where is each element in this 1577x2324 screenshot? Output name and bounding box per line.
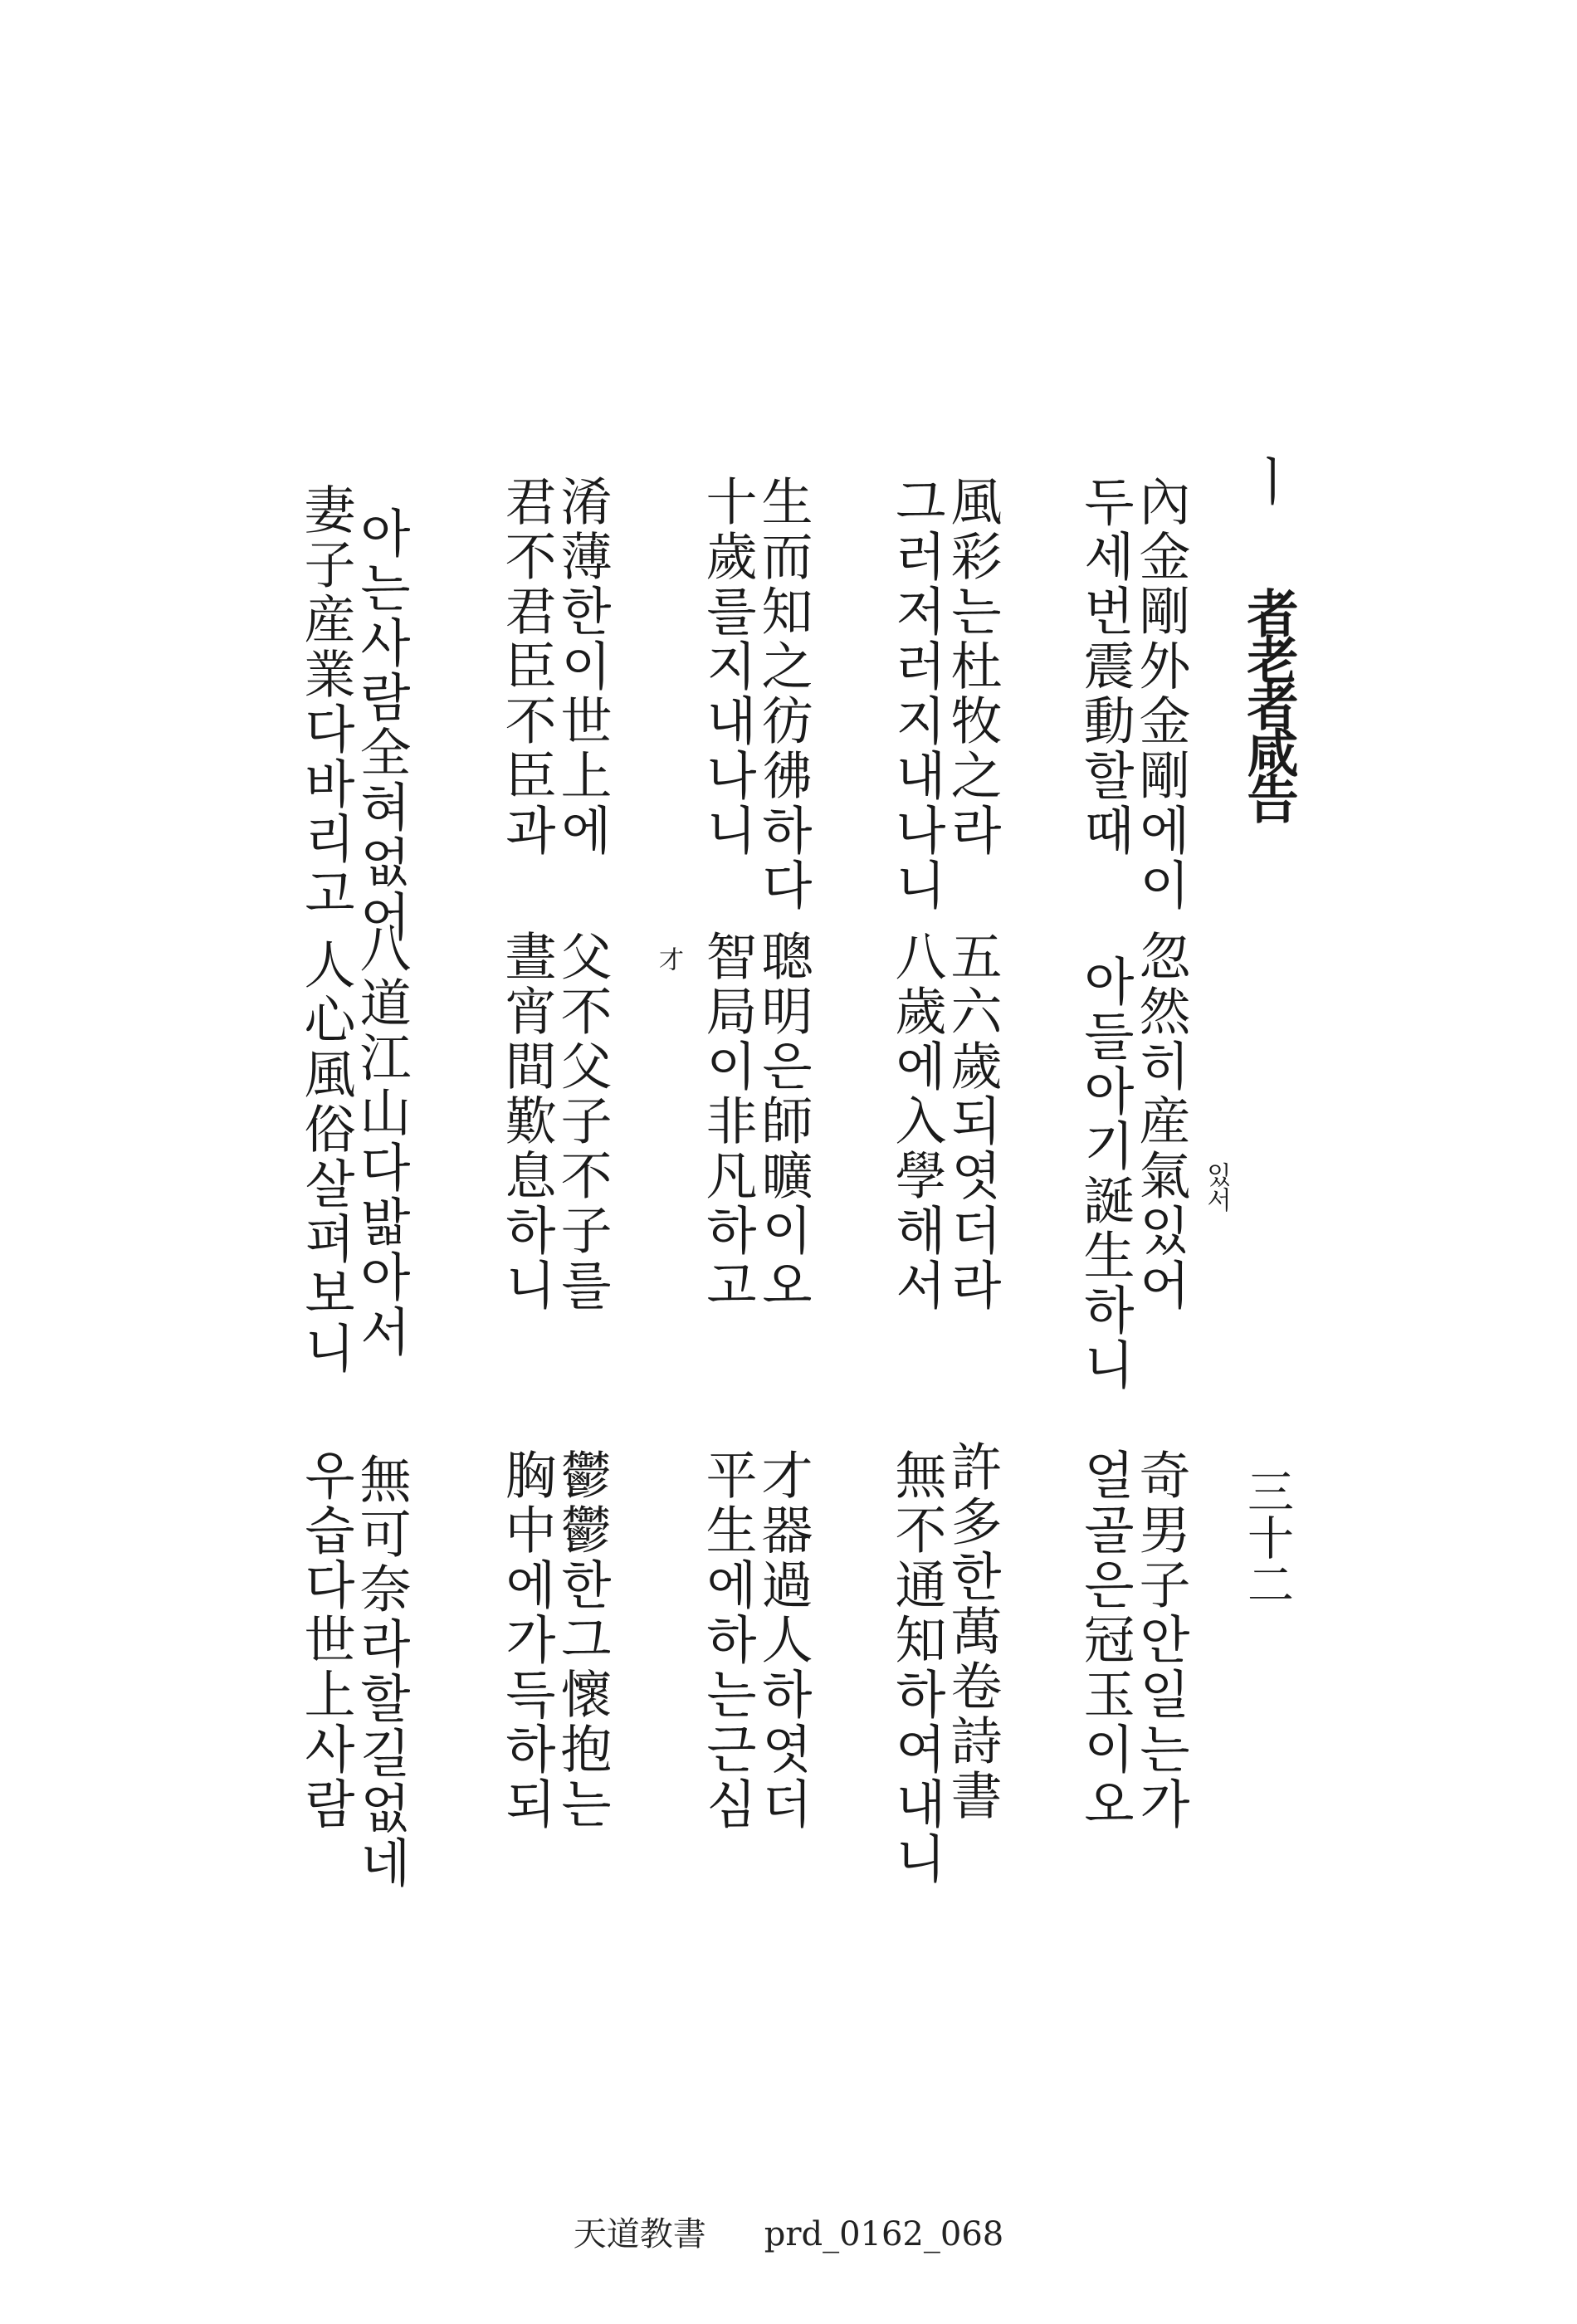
text-column: 人心風俗살펴보니 — [295, 938, 356, 1376]
text-column: 鬱鬱한그懷抱는 — [552, 1448, 613, 1832]
text-column: 두세번震動할때 — [1075, 475, 1135, 858]
text-column: 아는사람全혀없어 — [351, 506, 412, 945]
text-column: 無可奈라할길없네 — [351, 1452, 412, 1891]
text-column: 五六歲되엿더라 — [942, 930, 1003, 1313]
text-column: 奇男子안일는가 — [1130, 1448, 1191, 1832]
text-column: 君不君臣不臣과 — [496, 475, 557, 858]
margin-note: 才 — [654, 946, 683, 971]
text-column: 忽然히産氣있어 — [1130, 930, 1191, 1313]
header-mark: ㅣ — [1238, 455, 1299, 506]
header-title: 者老者咸告 — [1238, 587, 1299, 819]
text-column: 우습다世上사람 — [295, 1448, 356, 1832]
footer-collection: 天道教書 — [573, 2215, 706, 2253]
page-footer — [0, 2208, 1577, 2255]
text-column: 許多한萬卷詩書 — [942, 1440, 1003, 1824]
text-column: 晝宵間歎息하니 — [496, 930, 557, 1313]
text-column: 八道江山다밟아서 — [351, 921, 412, 1360]
text-column: 얼골은冠玉이오 — [1075, 1448, 1135, 1832]
text-column: 風彩는杜牧之라 — [942, 475, 1003, 858]
text-column: 父不父子不子를 — [552, 930, 613, 1313]
footer-id: prd_0162_068 — [764, 2215, 1004, 2253]
text-column: 八歲에入學해서 — [886, 930, 947, 1313]
page-number: 三十二 — [1240, 1467, 1294, 1607]
text-column: 聰明은師曠이오 — [753, 930, 813, 1313]
text-column: 妻子産業다바리고 — [295, 483, 356, 921]
text-column: 平生에하는근심 — [697, 1448, 758, 1832]
text-column: 內金剛外金剛에이 — [1130, 475, 1191, 913]
text-column: 胸中에가득하되 — [496, 1448, 557, 1832]
text-column: 智局이非凡하고 — [697, 930, 758, 1313]
text-column: 生而知之彷彿하다 — [753, 475, 813, 913]
text-column: 淆薄한이世上에 — [552, 475, 613, 858]
text-column: 아들아기誕生하니 — [1075, 954, 1135, 1393]
page-header — [1238, 455, 1299, 819]
text-column: 無不通知하여내니 — [886, 1448, 947, 1887]
margin-note: 있서 — [1202, 1162, 1231, 1212]
text-column: 그러저러지내나니 — [886, 475, 947, 913]
text-column: 十歲를지내나니 — [697, 475, 758, 858]
text-column: 才器過人하엿더 — [753, 1448, 813, 1832]
